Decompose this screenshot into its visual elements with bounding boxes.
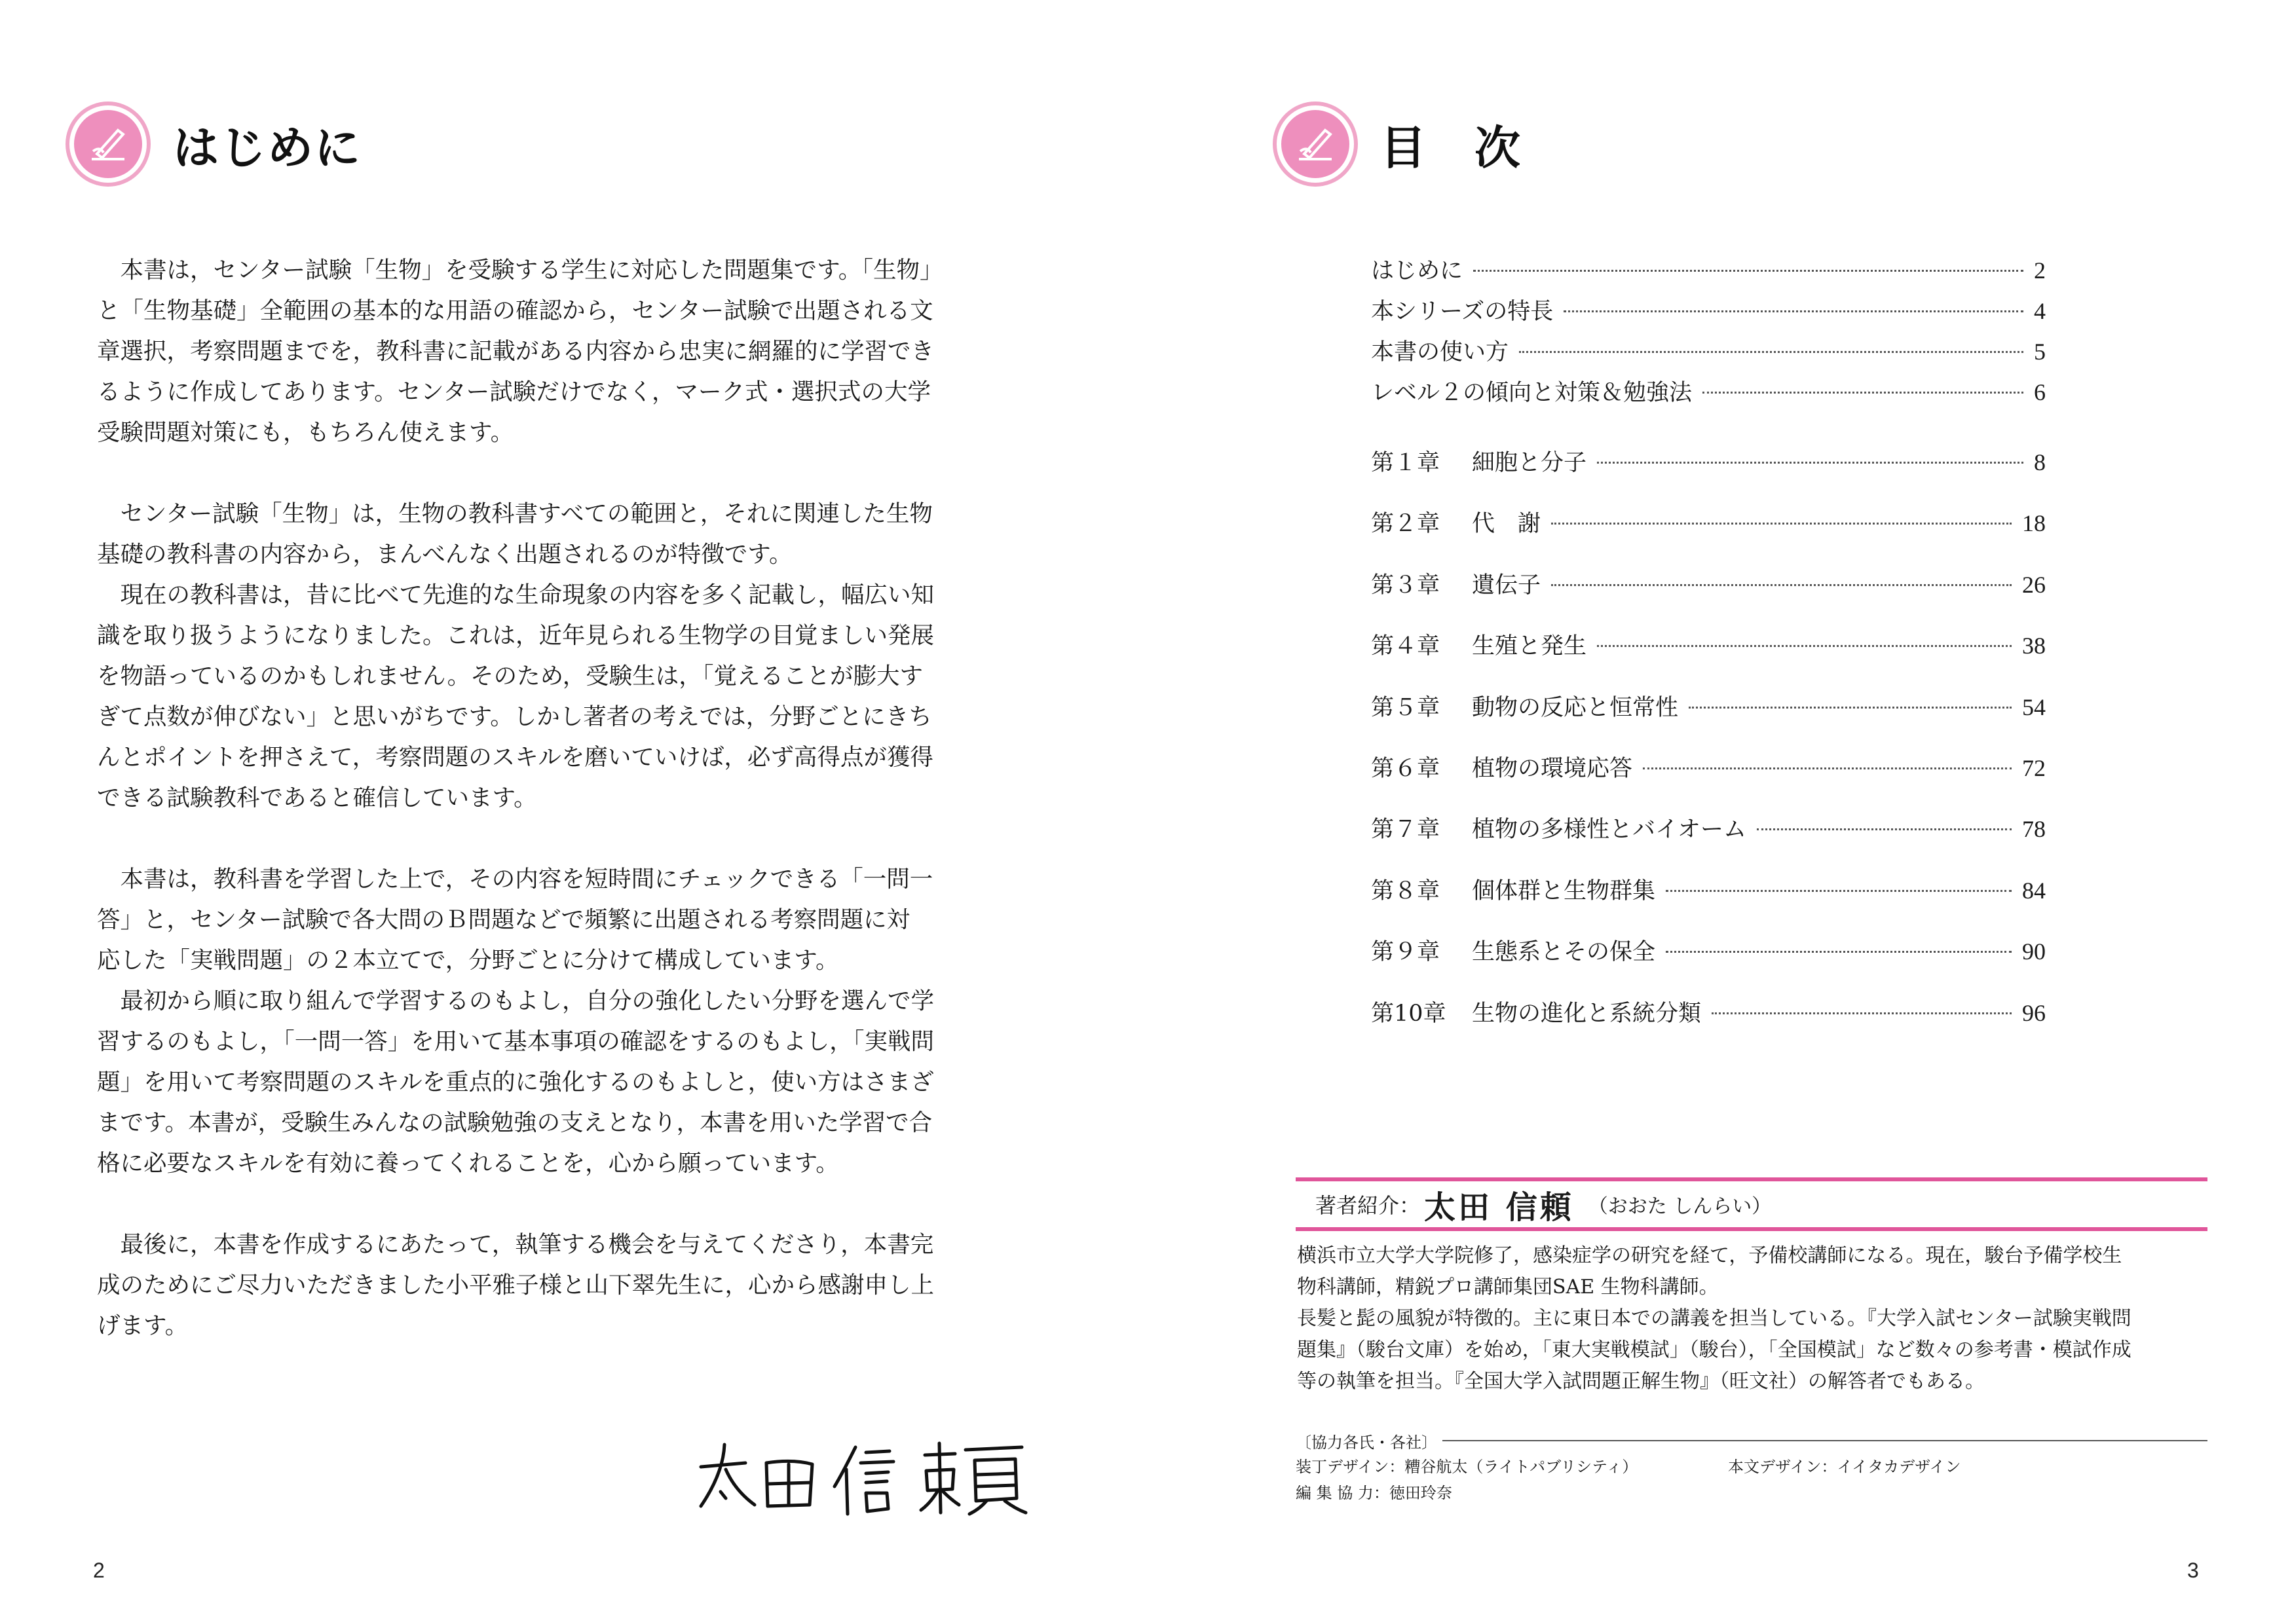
page-number: 3 <box>2187 1559 2199 1582</box>
author-bio-paragraph: 長髪と髭の風貌が特徴的。主に東日本での講義を担当している。『大学入試センター試験実戦問 題集』（駿台文庫）を始め，「東大実戦模試」（駿台），「全国模試」など数々の参考書・模試作成 等の執筆を担当。『全国大学入試問題正解生物』（旺文社）の解答者でもある。 <box>1297 1307 2131 1393</box>
toc-leader <box>1564 310 2023 312</box>
chapter-title: 植物の環境応答 <box>1472 755 1633 782</box>
table-of-contents <box>1371 250 2046 1044</box>
toc-chapter-entry[interactable] <box>1371 616 2046 676</box>
toc-entry[interactable] <box>1371 331 2046 372</box>
toc-chapter-entry[interactable] <box>1371 555 2046 616</box>
toc-leader <box>1666 951 2012 953</box>
chapter-number: 第４章 <box>1371 633 1440 660</box>
author-name: 太田 信頼 <box>1424 1189 1574 1226</box>
intro-heading <box>66 98 362 190</box>
toc-page: 4 <box>2034 298 2046 324</box>
chapter-title: 生殖と発生 <box>1472 633 1587 660</box>
toc-page: 6 <box>2034 379 2046 405</box>
toc-page: 72 <box>2022 754 2046 781</box>
toc-chapter-entry[interactable] <box>1371 921 2046 982</box>
chapter-title: 生態系とその保全 <box>1472 939 1656 966</box>
credit-editorial: 編 集 協 力：徳田玲奈 <box>1296 1484 1452 1502</box>
author-signature <box>694 1441 1035 1522</box>
toc-entry[interactable] <box>1371 372 2046 413</box>
toc-leader <box>1643 767 2012 769</box>
chapter-number: 第９章 <box>1371 939 1440 966</box>
toc-leader <box>1551 523 2012 525</box>
toc-label: 本書の使い方 <box>1371 339 1509 365</box>
right-page <box>1145 0 2290 1624</box>
chapter-title: 動物の反応と恒常性 <box>1472 694 1679 721</box>
toc-heading <box>1273 98 1522 190</box>
toc-chapter-entry[interactable] <box>1371 799 2046 860</box>
toc-page: 90 <box>2022 938 2046 965</box>
chapter-number: 第８章 <box>1371 877 1440 904</box>
toc-page: 18 <box>2022 510 2046 537</box>
toc-leader <box>1712 1012 2012 1014</box>
toc-leader <box>1473 270 2023 272</box>
credit-text-design: 本文デザイン：イイタカデザイン <box>1728 1458 1961 1476</box>
toc-page: 2 <box>2034 257 2046 284</box>
credits-heading: 〔協力各氏・各社〕 <box>1296 1428 2207 1454</box>
toc-chapter-entry[interactable] <box>1371 983 2046 1044</box>
toc-label: はじめに <box>1371 258 1463 284</box>
toc-page: 26 <box>2022 571 2046 598</box>
toc-leader <box>1519 351 2023 353</box>
author-label: 著者紹介： <box>1315 1193 1421 1218</box>
chapter-number: 第３章 <box>1371 572 1440 599</box>
chapter-number: 第１章 <box>1371 450 1440 476</box>
toc-page: 54 <box>2022 693 2046 720</box>
author-header <box>1296 1177 2207 1231</box>
page-number: 2 <box>93 1559 105 1582</box>
chapter-number: 第６章 <box>1371 755 1440 782</box>
toc-page: 84 <box>2022 877 2046 904</box>
chapter-title: 植物の多様性とバイオーム <box>1472 817 1746 843</box>
intro-paragraph: センター試験「生物」は，生物の教科書すべての範囲と，それに関連した生物 基礎の教科書の内容から，まんべんなく出題されるのが特徴です。 <box>97 500 933 568</box>
toc-label: 本シリーズの特長 <box>1371 299 1554 325</box>
credits-row <box>1296 1480 2207 1506</box>
toc-page: 78 <box>2022 816 2046 843</box>
credits-row <box>1296 1454 2207 1480</box>
chapter-number: 第２章 <box>1371 511 1440 538</box>
toc-chapter-entry[interactable] <box>1371 738 2046 799</box>
toc-leader <box>1551 584 2012 586</box>
pen-writing-icon <box>66 101 151 187</box>
toc-page: 38 <box>2022 633 2046 659</box>
toc-page: 5 <box>2034 339 2046 365</box>
intro-paragraph: 本書は，教科書を学習した上で，その内容を短時間にチェックできる「一問一 答」と，センター試験で各大問のＢ問題などで頻繁に出題される考察問題に対 応した「実戦問題」の２本立てで，分野ごとに分けて構成しています。 <box>97 866 933 974</box>
chapter-title: 細胞と分子 <box>1472 450 1587 476</box>
chapter-title: 生物の進化と系統分類 <box>1472 1000 1702 1027</box>
chapter-number: 第７章 <box>1371 817 1440 843</box>
toc-entry[interactable] <box>1371 291 2046 331</box>
page-title: はじめに <box>173 120 362 175</box>
intro-body <box>97 250 1007 1346</box>
author-bio <box>1296 1240 2207 1397</box>
author-bio-paragraph: 横浜市立大学大学院修了，感染症学の研究を経て，予備校講師になる。現在，駿台予備学校生 物科講師，精鋭プロ講師集団SAE 生物科講師。 <box>1297 1244 2122 1299</box>
toc-leader <box>1689 707 2012 709</box>
toc-page: 96 <box>2022 999 2046 1026</box>
intro-paragraph: 最後に，本書を作成するにあたって，執筆する機会を与えてくださり，本書完 成のためにご尽力いただきました小平雅子様と山下翠先生に，心から感謝申し上 げます。 <box>97 1231 935 1339</box>
toc-label: レベル２の傾向と対策＆勉強法 <box>1371 380 1693 406</box>
chapter-title: 代 謝 <box>1472 511 1541 538</box>
toc-chapter-entry[interactable] <box>1371 432 2046 493</box>
credit-design: 装丁デザイン：糟谷航太（ライトパブリシティ） <box>1296 1458 1638 1476</box>
toc-leader <box>1757 828 2012 830</box>
toc-page: 8 <box>2034 449 2046 475</box>
pen-writing-icon <box>1273 101 1358 187</box>
toc-chapter-entry[interactable] <box>1371 493 2046 554</box>
author-reading: （おおた しんらい） <box>1588 1195 1772 1218</box>
credits-divider <box>1442 1440 2207 1441</box>
toc-leader <box>1597 645 2012 647</box>
page-title: 目 次 <box>1380 120 1522 175</box>
intro-paragraph: 本書は，センター試験「生物」を受験する学生に対応した問題集です。「生物」 と「生物基礎」全範囲の基本的な用語の確認から，センター試験で出題される文 章選択，考察問題までを，教科書に記載がある内容から忠実に網羅的に学習でき るように作成してあります。センター試験だけでなく，マーク式・選択式の大学 受験問題対策にも，もちろん使えます。 <box>97 257 943 446</box>
chapter-title: 遺伝子 <box>1472 572 1541 599</box>
intro-paragraph: 最初から順に取り組んで学習するのもよし，自分の強化したい分野を選んで学 習するのもよし，「一問一答」を用いて基本事項の確認をするのもよし，「実戦問 題」を用いて考察問題のスキルを重点的に強化するのもよしと，使い方はさまざ まです。本書が，受験生みんなの試験勉強の支えとなり，本書を用いた学習で合 格に必要なスキルを有効に養ってくれることを，心から願っています。 <box>97 987 935 1177</box>
toc-leader <box>1702 392 2023 394</box>
author-profile <box>1296 1177 2207 1397</box>
chapter-number: 第10章 <box>1371 1000 1446 1027</box>
toc-leader <box>1597 462 2023 464</box>
toc-entry[interactable] <box>1371 250 2046 291</box>
credits <box>1296 1428 2207 1506</box>
chapter-number: 第５章 <box>1371 694 1440 721</box>
chapter-title: 個体群と生物群集 <box>1472 877 1656 904</box>
intro-paragraph: 現在の教科書は，昔に比べて先進的な生命現象の内容を多く記載し，幅広い知 識を取り扱うようになりました。これは，近年見られる生物学の目覚ましい発展 を物語っているのかもしれません。そのため，受験生は，「覚えることが膨大す ぎて点数が伸びない」と思いがちです。しかし著者の考えでは，分野ごとにきち んとポイントを押さえて，考察問題のスキルを磨いていけば，必ず高得点が獲得 できる試験教科であると確信しています。 <box>97 581 935 811</box>
toc-chapter-entry[interactable] <box>1371 677 2046 738</box>
toc-chapter-entry[interactable] <box>1371 860 2046 921</box>
toc-leader <box>1666 890 2012 892</box>
